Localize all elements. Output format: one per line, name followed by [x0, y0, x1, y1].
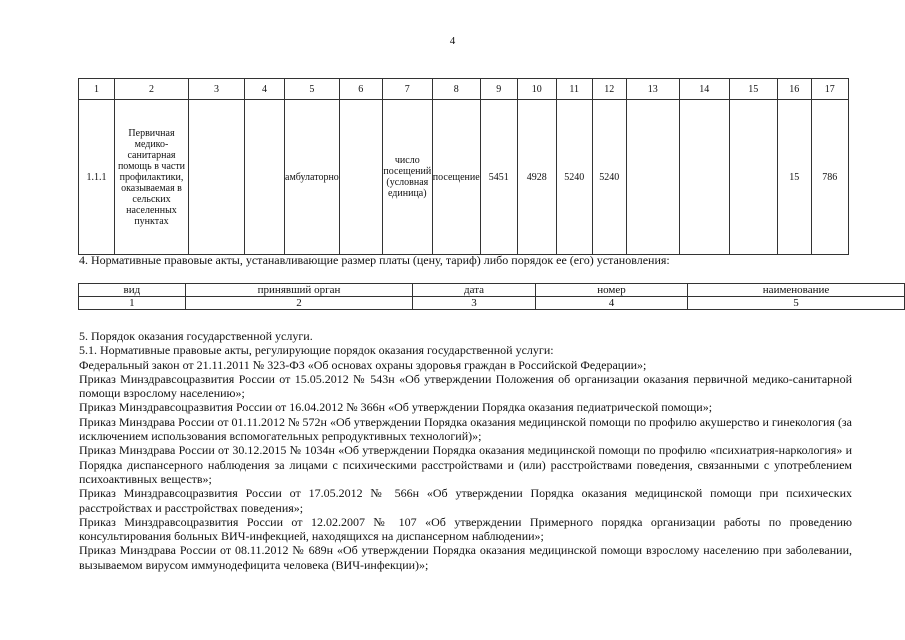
table-row [79, 297, 905, 310]
indicator-name: число посещений (условная единица) [382, 100, 432, 255]
row-code: 1.1.1 [79, 100, 115, 255]
table-header-row [79, 79, 849, 100]
column-number: 1 [79, 297, 186, 310]
column-number: 4 [535, 297, 687, 310]
service-form: амбулаторно [285, 100, 340, 255]
column-number: 11 [556, 79, 592, 100]
legal-act-item: Приказ Минздравсоцразвития России от 15.05.2012 № 543н «Об утверждении Положения об организации оказания первичной медико-санитарной помощи взрослому населению»; [79, 371, 852, 401]
column-number: 13 [626, 79, 679, 100]
column-number: 3 [413, 297, 536, 310]
column-number: 14 [679, 79, 729, 100]
header-cell: дата [413, 284, 536, 297]
column-number: 3 [189, 79, 245, 100]
value-cell: 5451 [480, 100, 517, 255]
column-number: 7 [382, 79, 432, 100]
table-cell [679, 100, 729, 255]
column-number: 5 [285, 79, 340, 100]
legal-act-item: Приказ Минздравсоцразвития России от 12.02.2007 № 107 «Об утверждении Примерного порядка организации работы по проведению консультирования больных ВИЧ-инфекцией, находящихся на диспансерном наблюдении»; [79, 514, 852, 544]
column-number: 2 [115, 79, 189, 100]
column-number: 9 [480, 79, 517, 100]
header-cell: наименование [688, 284, 905, 297]
value-cell: 15 [777, 100, 811, 255]
page-number: 4 [449, 35, 456, 47]
column-number: 2 [185, 297, 413, 310]
value-cell: 4928 [517, 100, 556, 255]
legal-act-item: Приказ Минздравсоцразвития России от 16.04.2012 № 366н «Об утверждении Порядка оказания педиатрической помощи»; [79, 400, 713, 415]
column-number: 5 [688, 297, 905, 310]
header-cell: вид [79, 284, 186, 297]
table-cell [189, 100, 245, 255]
table-cell [729, 100, 777, 255]
legal-act-item: Приказ Минздрава России от 01.11.2012 № 572н «Об утверждении Порядка оказания медицинской помощи по профилю акушерство и гинекология (за исключением использования вспомогательных репродуктивных технологий)»; [79, 414, 852, 444]
column-number: 8 [432, 79, 480, 100]
table-cell [626, 100, 679, 255]
unit-name: посещение [432, 100, 480, 255]
column-number: 17 [811, 79, 848, 100]
column-number: 1 [79, 79, 115, 100]
service-name: Первичная медико-санитарная помощь в части профилактики, оказываемая в сельских населенных пунктах [115, 100, 189, 255]
header-cell: номер [535, 284, 687, 297]
section-5-heading: 5. Порядок оказания государственной услуги. [79, 329, 313, 343]
column-number: 12 [592, 79, 626, 100]
section-4-heading: 4. Нормативные правовые акты, устанавливающие размер платы (цену, тариф) либо порядок ее (его) установления: [79, 253, 670, 267]
table-header-row [79, 284, 905, 297]
column-number: 6 [339, 79, 382, 100]
table-cell [245, 100, 285, 255]
table-cell [339, 100, 382, 255]
legal-act-item: Приказ Минздрава России от 08.11.2012 № 689н «Об утверждении Порядка оказания медицинской помощи взрослому населению при заболевании, вызываемом вирусом иммунодефицита человека (ВИЧ-инфекции)»; [79, 543, 852, 572]
value-cell: 5240 [592, 100, 626, 255]
section-5-1-heading: 5.1. Нормативные правовые акты, регулирующие порядок оказания государственной услуги: [79, 343, 554, 358]
column-number: 4 [245, 79, 285, 100]
legal-act-item: Федеральный закон от 21.11.2011 № 323-ФЗ «Об основах охраны здоровья граждан в Российской Федерации»; [79, 357, 647, 372]
service-volume-table [78, 78, 849, 255]
value-cell: 786 [811, 100, 848, 255]
table-row [79, 100, 849, 255]
legal-act-item: Приказ Минздравсоцразвития России от 17.05.2012 № 566н «Об утверждении Порядка оказания медицинской помощи при психических расстройствах и расстройствах поведения»; [79, 486, 852, 515]
column-number: 16 [777, 79, 811, 100]
value-cell: 5240 [556, 100, 592, 255]
legal-act-item: Приказ Минздрава России от 30.12.2015 № 1034н «Об утверждении Порядка оказания медицинской помощи по профилю «психиатрия-наркология» и Порядка диспансерного наблюдения за лицами с психическими расстройствами и (или) расстройствами поведения, связанными с употреблением психоактивных веществ»; [79, 443, 852, 486]
column-number: 15 [729, 79, 777, 100]
legal-acts-table [78, 283, 905, 310]
section-5 [79, 329, 852, 572]
column-number: 10 [517, 79, 556, 100]
header-cell: принявший орган [185, 284, 413, 297]
